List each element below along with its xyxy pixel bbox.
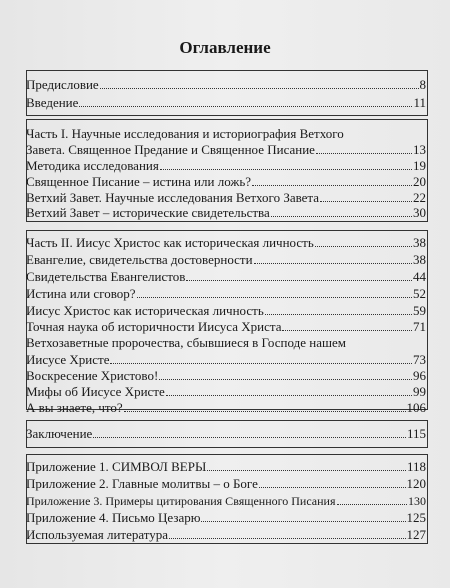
toc-entry: Ветхий Завет – исторические свидетельства 30 [26, 205, 426, 220]
toc-entry: Методика исследования 19 [26, 158, 426, 173]
toc-entry: А вы знаете, что? 106 [26, 400, 426, 415]
toc-entry: Священное Писание – истина или ложь? 20 [26, 174, 426, 189]
toc-entry: Евангелие, свидетельства достоверности 38 [26, 252, 426, 267]
toc-entry: Иисус Христос как историческая личность 59 [26, 303, 426, 318]
toc-entry: Используемая литература 127 [26, 527, 426, 542]
toc-entry: Часть II. Иисус Христос как историческая личность 38 [26, 235, 426, 250]
toc-entry: Ветхий Завет. Научные исследования Ветхого Завета 22 [26, 190, 426, 205]
toc-entry: Приложение 1. СИМВОЛ ВЕРЫ 118 [26, 459, 426, 474]
toc-title: Оглавление [179, 38, 271, 57]
toc-entry: Завета. Священное Предание и Священное Писание 13 [26, 142, 426, 157]
toc-entry: Введение 11 [26, 95, 426, 110]
toc-entry: Мифы об Иисусе Христе 99 [26, 384, 426, 399]
toc-entry: Иисусе Христе 73 [26, 352, 426, 367]
toc-entry: Приложение 3. Примеры цитирования Священного Писания 130 [26, 494, 426, 508]
toc-entry: Часть I. Научные исследования и историография Ветхого [26, 126, 344, 141]
toc-entry: Приложение 4. Письмо Цезарю 125 [26, 510, 426, 525]
toc-entry: Свидетельства Евангелистов 44 [26, 269, 426, 284]
toc-entry: Воскресение Христово! 96 [26, 368, 426, 383]
toc-entry: Заключение 115 [26, 426, 426, 441]
toc-entry: Предисловие 8 [26, 77, 426, 92]
toc-entry: Истина или сговор? 52 [26, 286, 426, 301]
toc-entry: Приложение 2. Главные молитвы – о Боге 120 [26, 476, 426, 491]
toc-entry: Ветхозаветные пророчества, сбывшиеся в Господе нашем [26, 335, 346, 350]
toc-entry: Точная наука об историчности Иисуса Христа 71 [26, 319, 426, 334]
